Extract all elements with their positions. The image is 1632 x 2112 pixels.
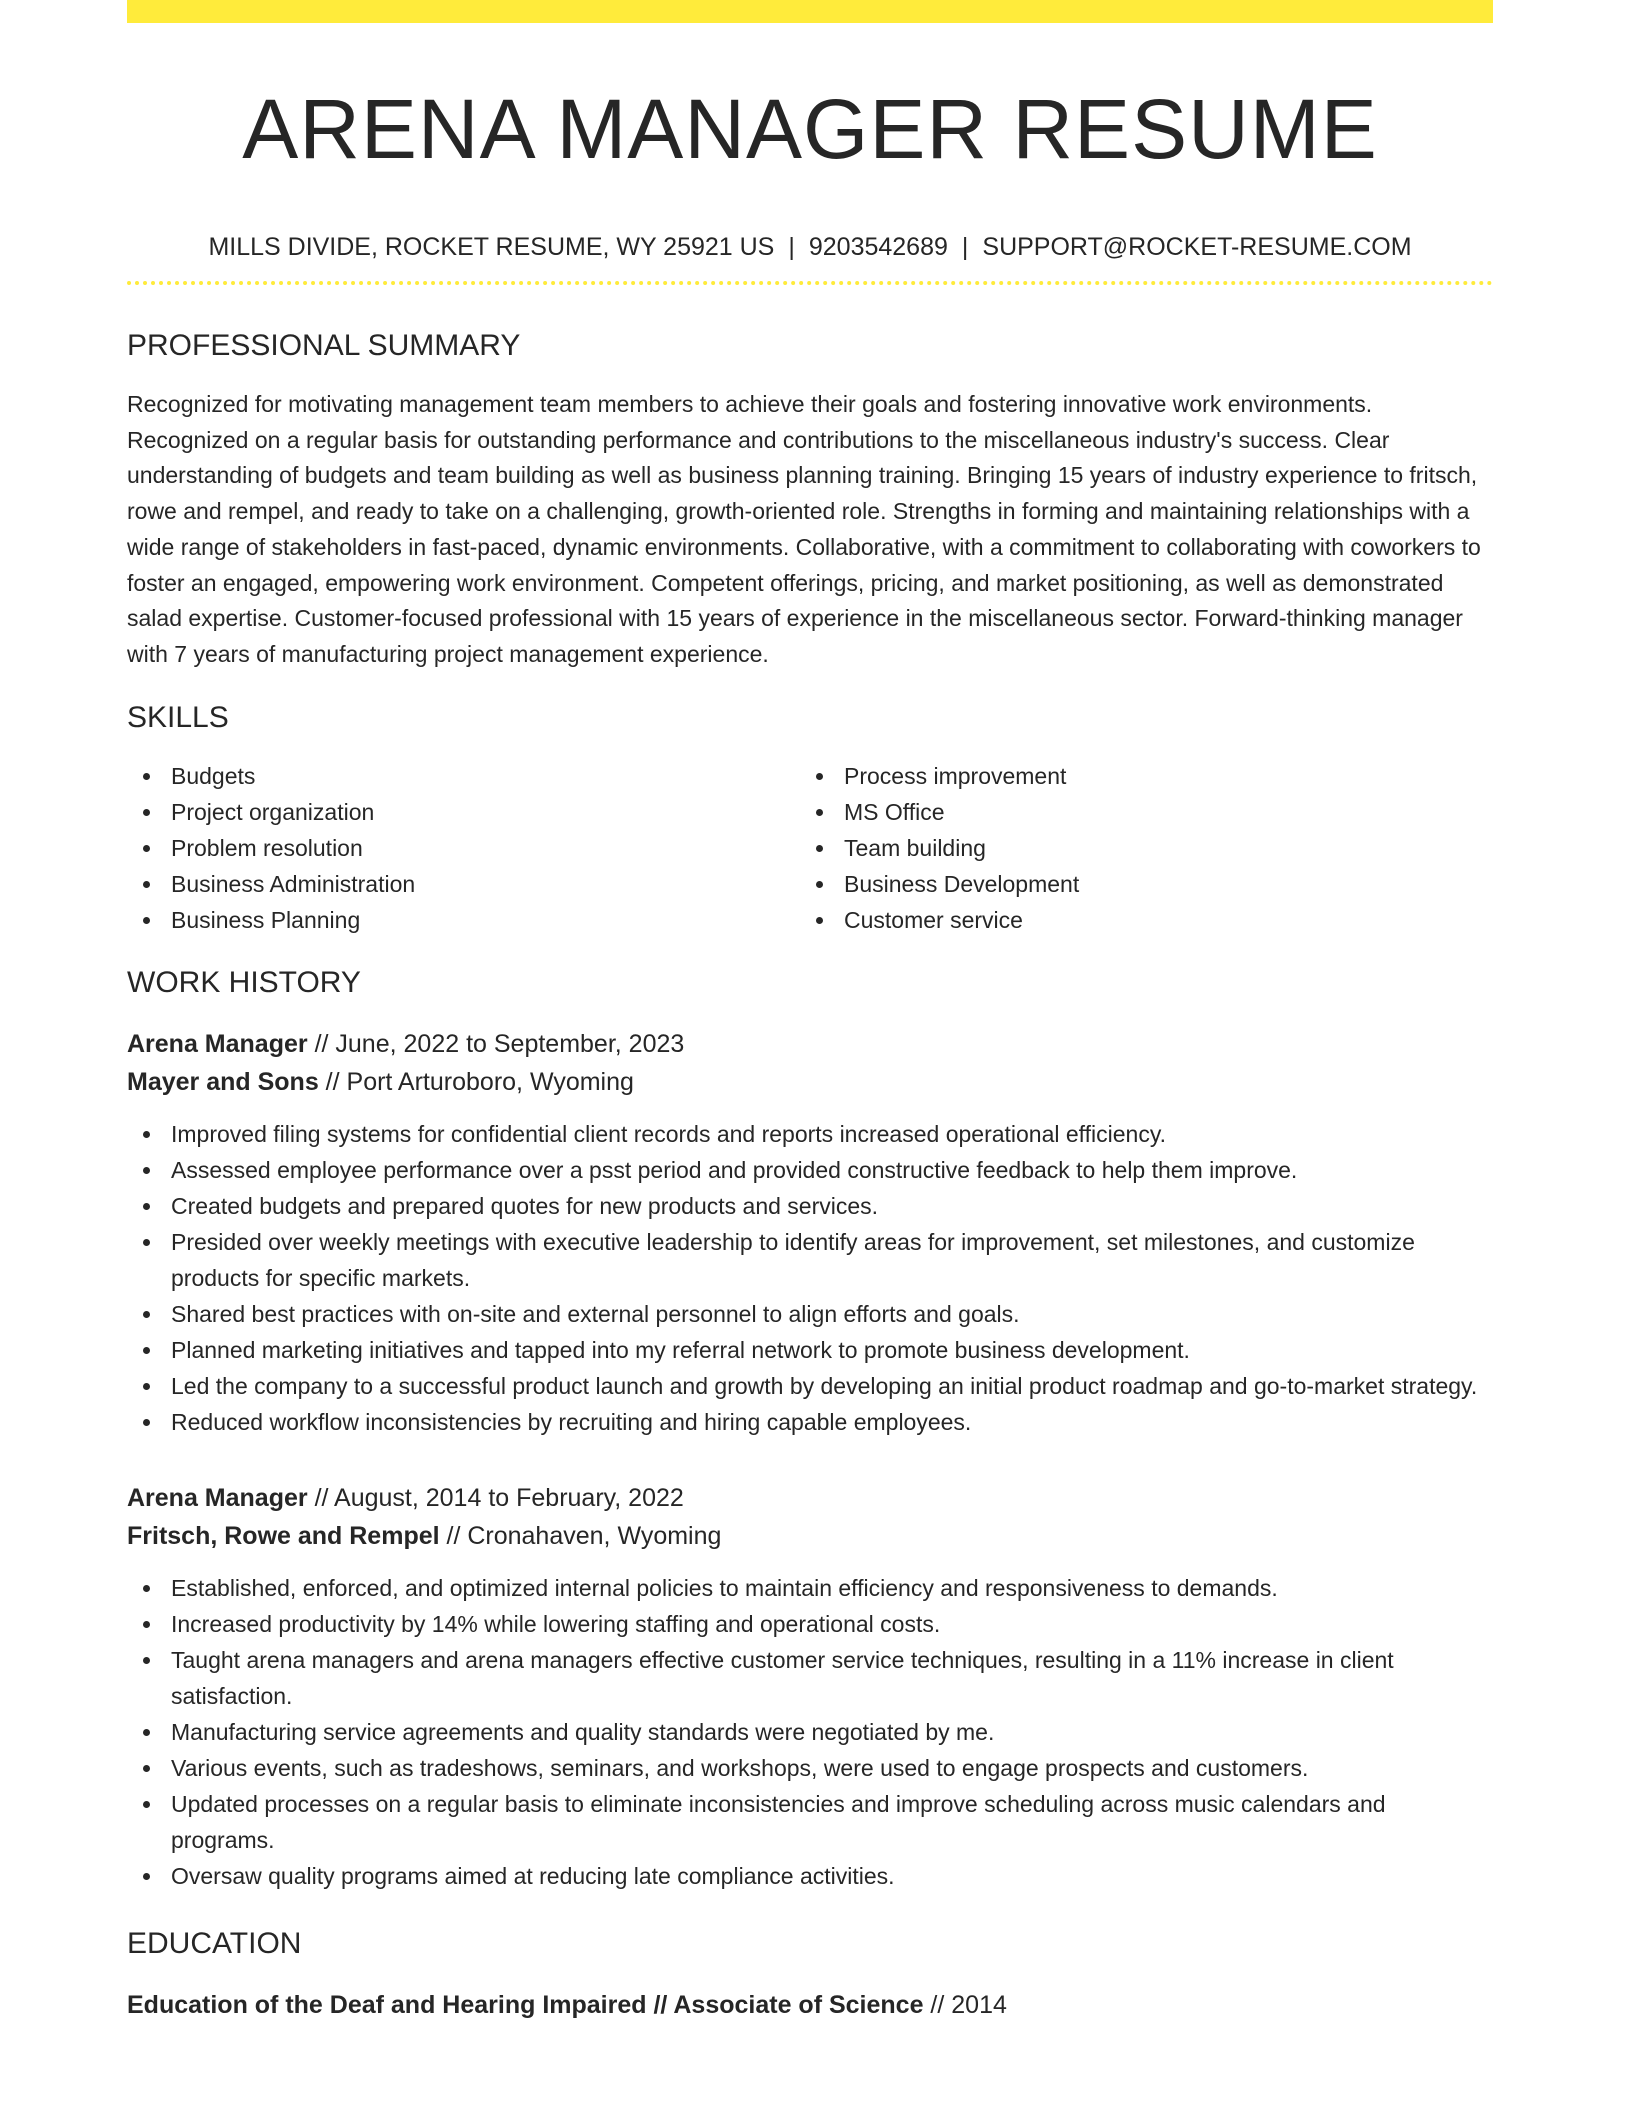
education-school: Education of the Deaf and Hearing Impaired // Associate of Science (127, 1990, 924, 2019)
summary-heading: PROFESSIONAL SUMMARY (127, 329, 521, 362)
resume-page (127, 0, 1493, 2023)
contact-email: SUPPORT@ROCKET-RESUME.COM (982, 233, 1412, 261)
skills-heading: SKILLS (127, 700, 229, 734)
skill-item: Business Administration (127, 866, 800, 902)
contact-phone: 9203542689 (808, 233, 948, 261)
skill-item: Team building (800, 830, 1473, 866)
work-history-heading: WORK HISTORY (127, 965, 361, 999)
job-title-line (127, 1026, 1493, 1062)
job-dates: // August, 2014 to February, 2022 (307, 1483, 684, 1512)
job-entry (127, 1480, 1493, 1894)
job-bullet: Improved filing systems for confidential client records and reports increased operational efficiency. (127, 1116, 1493, 1152)
skill-item: Process improvement (800, 758, 1473, 794)
skill-item: Project organization (127, 794, 800, 830)
job-location: // Port Arturoboro, Wyoming (318, 1067, 634, 1096)
skill-item: Problem resolution (127, 830, 800, 866)
job-bullet: Reduced workflow inconsistencies by recruiting and hiring capable employees. (127, 1404, 1493, 1440)
skill-item: Budgets (127, 758, 800, 794)
contact-address: MILLS DIVIDE, ROCKET RESUME, WY 25921 US (208, 233, 775, 261)
job-bullet: Taught arena managers and arena managers effective customer service techniques, resulting in a 11% increase in client satisfaction. (127, 1642, 1493, 1714)
job-dates: // June, 2022 to September, 2023 (307, 1029, 685, 1058)
job-bullet: Assessed employee performance over a psst period and provided constructive feedback to help them improve. (127, 1152, 1493, 1188)
job-title-line (127, 1480, 1493, 1516)
contact-info (127, 230, 1493, 264)
job-bullet: Increased productivity by 14% while lowering staffing and operational costs. (127, 1606, 1493, 1642)
summary-text: Recognized for motivating management team members to achieve their goals and fostering innovative work environments. Recognized on a regular basis for outstanding performance and contributions to the miscellaneous industry's success. Clear understanding of budgets and team building as well as business planning training. Bringing 15 years of industry experience to fritsch, rowe and rempel, and ready to take on a challenging, growth-oriented role. Strengths in forming and maintaining relationships with a wide range of stakeholders in fast-paced, dynamic environments. Collaborative, with a commitment to collaborating with coworkers to foster an engaged, empowering work environment. Competent offerings, pricing, and market positioning, as well as demonstrated salad expertise. Customer-focused professional with 15 years of experience in the miscellaneous sector. Forward-thinking manager with 7 years of manufacturing project management experience. (127, 391, 1481, 667)
job-bullet: Planned marketing initiatives and tapped into my referral network to promote business development. (127, 1332, 1493, 1368)
skills-list-right (800, 758, 1473, 938)
job-title: Arena Manager (127, 1029, 308, 1058)
job-bullet: Led the company to a successful product launch and growth by developing an initial product roadmap and go-to-market strategy. (127, 1368, 1493, 1404)
skill-item: Business Development (800, 866, 1473, 902)
job-bullet: Updated processes on a regular basis to eliminate inconsistencies and improve scheduling across music calendars and programs. (127, 1786, 1493, 1858)
dotted-divider (127, 281, 1493, 285)
job-bullet: Created budgets and prepared quotes for new products and services. (127, 1188, 1493, 1224)
job-company: Fritsch, Rowe and Rempel (127, 1521, 440, 1550)
skills-grid (127, 758, 1493, 938)
contact-separator: | (961, 233, 969, 261)
job-company: Mayer and Sons (127, 1067, 319, 1096)
skills-list-left (127, 758, 800, 938)
contact-separator: | (788, 233, 795, 261)
education-year: // 2014 (923, 1990, 1007, 2019)
education-entry (127, 1987, 1493, 2023)
job-bullet: Shared best practices with on-site and external personnel to align efforts and goals. (127, 1296, 1493, 1332)
job-bullet: Presided over weekly meetings with executive leadership to identify areas for improvement, set milestones, and customize products for specific markets. (127, 1224, 1493, 1296)
education-heading: EDUCATION (127, 1926, 302, 1960)
resume-title: ARENA MANAGER RESUME (242, 82, 1378, 176)
job-title: Arena Manager (127, 1483, 308, 1512)
job-entry (127, 1026, 1493, 1440)
job-bullet-list (127, 1570, 1493, 1894)
job-bullet: Oversaw quality programs aimed at reducing late compliance activities. (127, 1858, 1493, 1894)
job-location: // Cronahaven, Wyoming (439, 1521, 722, 1550)
job-company-line (127, 1518, 1493, 1554)
job-company-line (127, 1064, 1493, 1100)
job-bullet: Established, enforced, and optimized internal policies to maintain efficiency and responsiveness to demands. (127, 1570, 1493, 1606)
job-bullet-list (127, 1116, 1493, 1440)
skill-item: Customer service (800, 902, 1473, 938)
job-bullet: Manufacturing service agreements and quality standards were negotiated by me. (127, 1714, 1493, 1750)
skill-item: Business Planning (127, 902, 800, 938)
job-bullet: Various events, such as tradeshows, seminars, and workshops, were used to engage prospects and customers. (127, 1750, 1493, 1786)
skill-item: MS Office (800, 794, 1473, 830)
